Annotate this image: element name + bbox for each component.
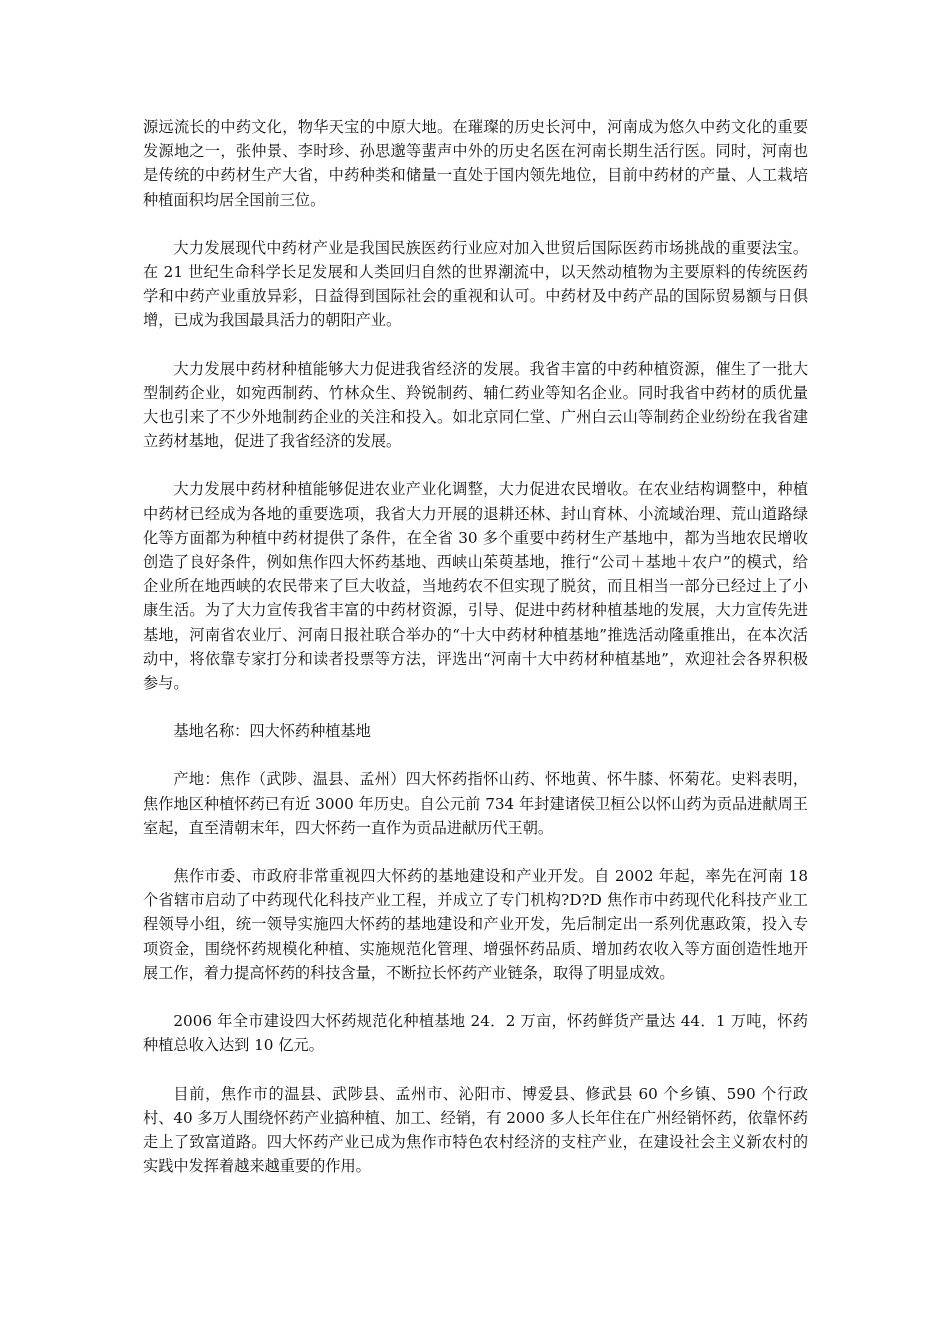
base-name-heading: 基地名称：四大怀药种植基地 — [173, 722, 371, 741]
paragraph-origin: 产地：焦作（武陟、温县、孟州）四大怀药指怀山药、怀地黄、怀牛膝、怀菊花。史料表明，焦作地区种植怀药已有近 3000 年历史。自公元前 734 年封建诸侯卫桓公以怀山药为贡品进献周王室起，直至清朝末年，四大怀药一直作为贡品进献历代王朝。 — [143, 770, 808, 837]
paragraph-intro: 源远流长的中药文化，物华天宝的中原大地。在璀璨的历史长河中，河南成为悠久中药文化的重要发源地之一，张仲景、李时珍、孙思邈等蜚声中外的历史名医在河南长期生活行医。同时，河南也是传统的中药材生产大省，中药种类和储量一直处于国内领先地位，目前中药材的产量、人工栽培种植面积均居全国前三位。 — [143, 118, 808, 209]
document-page — [143, 115, 808, 1178]
paragraph-farmer-income: 大力发展中药材种植能够促进农业产业化调整，大力促进农民增收。在农业结构调整中，种植中药材已经成为各地的重要选项，我省大力开展的退耕还林、封山育林、小流域治理、荒山道路绿化等方面都为种植中药材提供了条件，在全省 30 多个重要中药材生产基地中，都为当地农民增收创造了良好条件，例如焦作四大怀药基地、西峡山茱萸基地，推行“公司＋基地＋农户”的模式，给企业所在地西峡的农民带来了巨大收益，当地药农不但实现了脱贫，而且相当一部分已经过上了小康生活。为了大力宣传我省丰富的中药材资源，引导、促进中药材种植基地的发展，大力宣传先进基地，河南省农业厅、河南日报社联合举办的“十大中药材种植基地”推选活动隆重推出，在本次活动中，将依靠专家打分和读者投票等方法，评选出“河南十大中药材种植基地”，欢迎社会各界积极参与。 — [143, 480, 808, 693]
paragraph-current-status: 目前，焦作市的温县、武陟县、孟州市、沁阳市、博爱县、修武县 60 个乡镇、590 个行政村、40 多万人围绕怀药产业搞种植、加工、经销，有 2000 多人长年住在广州经销怀药，依靠怀药走上了致富道路。四大怀药产业已成为焦作市特色农村经济的支柱产业，在建设社会主义新农村的实践中发挥着越来越重要的作用。 — [143, 1084, 808, 1176]
paragraph-economy: 大力发展中药材种植能够大力促进我省经济的发展。我省丰富的中药种植资源，催生了一批大型制药企业，如宛西制药、竹林众生、羚锐制药、辅仁药业等知名企业。同时我省中药材的质优量大也引来了不少外地制药企业的关注和投入。如北京同仁堂、广州白云山等制药企业纷纷在我省建立药材基地，促进了我省经济的发展。 — [143, 359, 808, 451]
paragraph-modern-industry: 大力发展现代中药材产业是我国民族医药行业应对加入世贸后国际医药市场挑战的重要法宝。在 21 世纪生命科学长足发展和人类回归自然的世界潮流中，以天然动植物为主要原料的传统医药学和中药产业重放异彩，日益得到国际社会的重视和认可。中药材及中药产品的国际贸易额与日俱增，已成为我国最具活力的朝阳产业。 — [143, 238, 808, 330]
paragraph-statistics: 2006 年全市建设四大怀药规范化种植基地 24．2 万亩，怀药鲜货产量达 44．1 万吨，怀药种植总收入达到 10 亿元。 — [143, 1012, 808, 1055]
paragraph-government: 焦作市委、市政府非常重视四大怀药的基地建设和产业开发。自 2002 年起，率先在河南 18 个省辖市启动了中药现代化科技产业工程，并成立了专门机构?D?D 焦作市中药现代化科技产业工程领导小组，统一领导实施四大怀药的基地建设和产业开发，先后制定出一系列优惠政策，投入专项资金，围绕怀药规模化种植、实施规范化管理、增强怀药品质、增加药农收入等方面创造性地开展工作，着力提高怀药的科技含量，不断拉长怀药产业链条，取得了明显成效。 — [143, 867, 808, 982]
